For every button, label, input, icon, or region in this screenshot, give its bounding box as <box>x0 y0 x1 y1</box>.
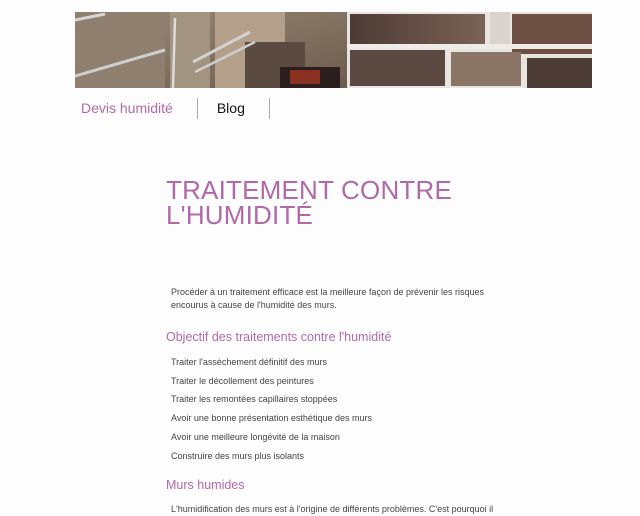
list-item: Construire des murs plus isolants <box>171 450 305 461</box>
page-title: TRAITEMENT CONTRE L'HUMIDITÉ <box>166 175 453 230</box>
list-item: Traiter les remontées capillaires stoppées <box>171 394 338 405</box>
section-title-objectif: Objectif des traitements contre l'humidité <box>166 330 392 344</box>
nav-separator <box>269 98 270 119</box>
list-item: Traiter l'assèchement définitif des murs <box>171 357 327 367</box>
murs-humides-paragraph: L'humidification des murs est à l'origine de différents problèmes. C'est pourquoi il <box>171 504 494 515</box>
main-content <box>166 175 496 516</box>
nav-item-blog[interactable]: Blog <box>216 100 245 116</box>
intro-paragraph: Procéder à un traitement efficace est la meilleure façon de prévenir les risques encourus à cause de l'humidité des murs. <box>171 287 484 310</box>
objectives-list <box>171 353 496 465</box>
main-nav <box>75 96 270 120</box>
brick-wall-banner-image <box>75 12 592 88</box>
list-item: Traiter le décollement des peintures <box>171 375 314 386</box>
nav-item-devis-humidite[interactable]: Devis humidité <box>81 100 173 116</box>
list-item: Avoir une meilleure longévité de la maison <box>171 431 340 442</box>
header-banner <box>75 12 592 88</box>
section-title-murs-humides: Murs humides <box>166 478 245 493</box>
list-item: Avoir une bonne présentation esthétique des murs <box>171 413 372 424</box>
